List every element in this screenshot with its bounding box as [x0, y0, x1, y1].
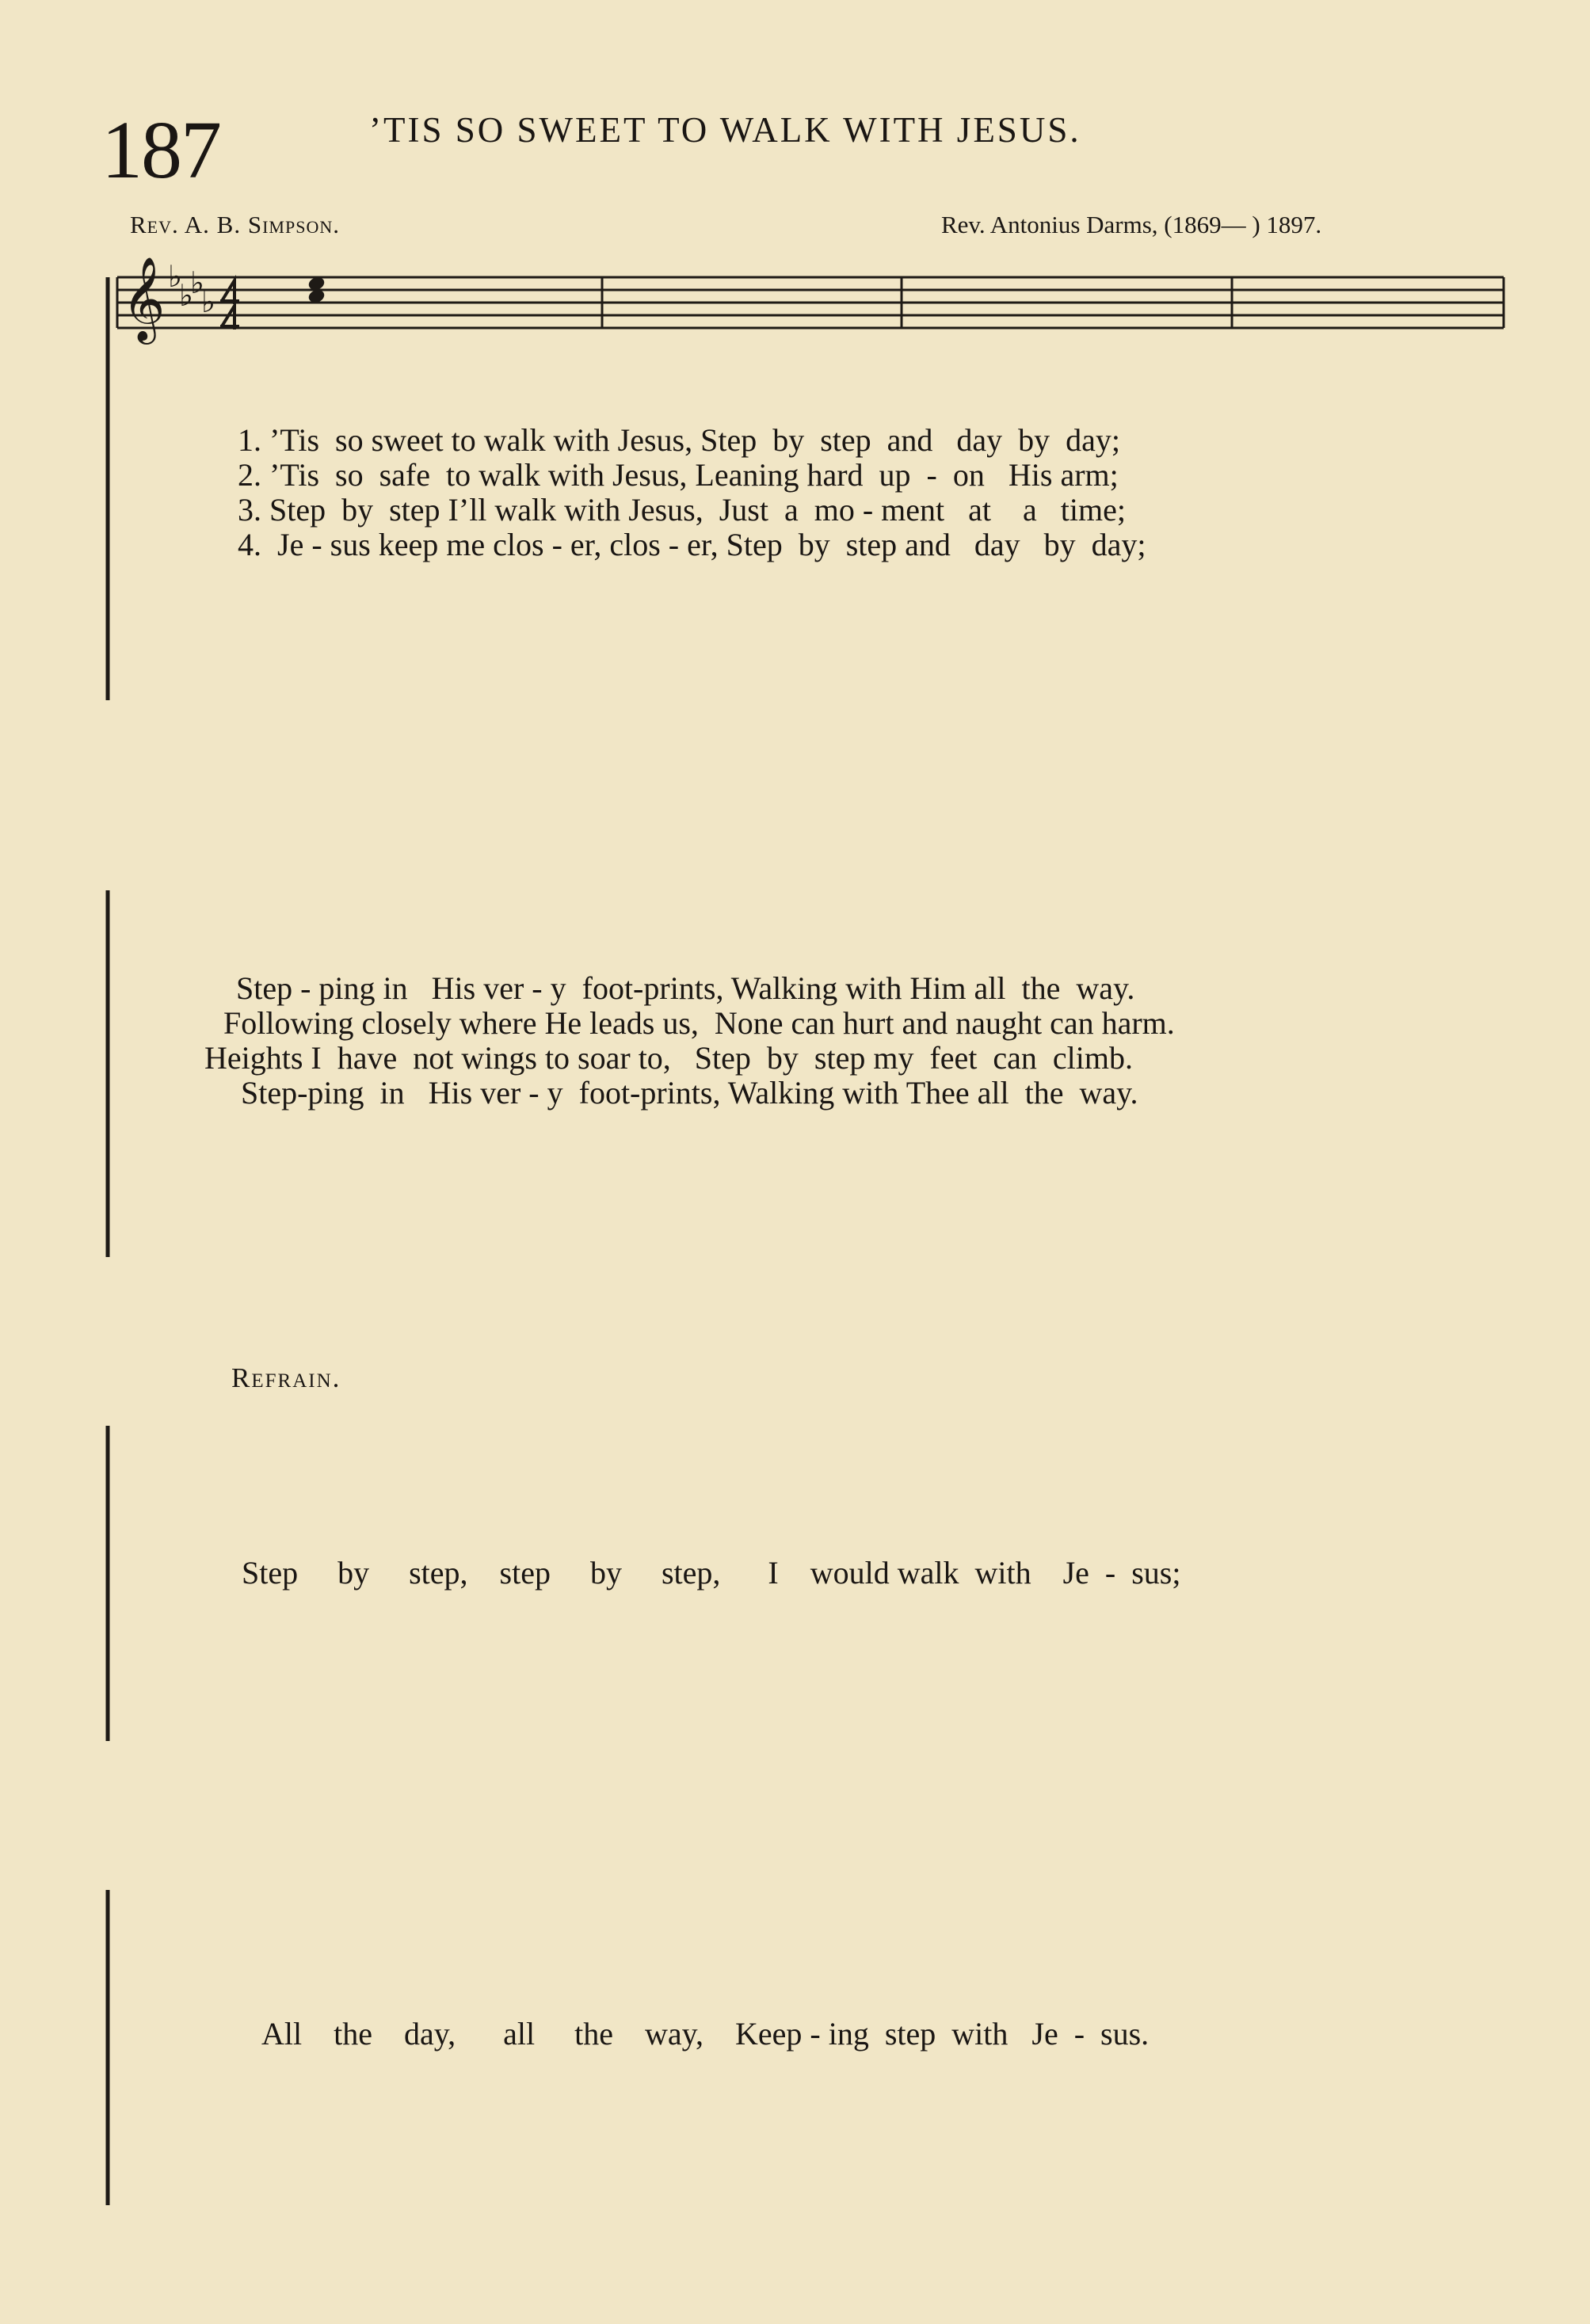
verse-1-line-1: 1. ’Tis so sweet to walk with Jesus, Step by step and day by day; — [238, 422, 1121, 458]
composer-credit: Rev. Antonius Darms, (1869— ) 1897. — [941, 211, 1322, 238]
hymn-title: ’TIS SO SWEET TO WALK WITH JESUS. — [369, 110, 1081, 150]
verse-3-line-1: 3. Step by step I’ll walk with Jesus, Just a mo - ment at a time; — [238, 492, 1126, 528]
verse-1-line-2: Step - ping in His ver - y foot-prints, Walking with Him all the way. — [236, 970, 1135, 1006]
flat-sign-icon: ♭ — [168, 259, 182, 294]
treble-clef-icon: 𝄞 — [122, 256, 166, 341]
flat-sign-icon: ♭ — [190, 265, 204, 300]
staff-1 — [117, 256, 1504, 345]
verse-2-line-2: Following closely where He leads us, None can hurt and naught can harm. — [223, 1005, 1175, 1041]
author-credit: Rev. A. B. Simpson. — [130, 211, 340, 238]
flat-sign-icon: ♭ — [179, 278, 193, 313]
verse-2-line-1: 2. ’Tis so safe to walk with Jesus, Leaning hard up - on His arm; — [238, 457, 1119, 493]
verse-4-line-2: Step-ping in His ver - y foot-prints, Walking with Thee all the way. — [241, 1075, 1138, 1111]
verse-4-line-1: 4. Je - sus keep me clos - er, clos - er, Step by step and day by day; — [238, 527, 1146, 562]
refrain-label: Refrain. — [231, 1362, 341, 1393]
hymn-number: 187 — [101, 105, 220, 196]
flat-sign-icon: ♭ — [201, 284, 215, 319]
refrain-line-1: Step by step, step by step, I would walk with Je - sus; — [242, 1555, 1181, 1591]
time-signature-top — [220, 280, 239, 304]
verse-3-line-2: Heights I have not wings to soar to, Step by step my feet can climb. — [204, 1040, 1134, 1076]
time-signature-bottom — [220, 306, 239, 330]
refrain-line-2: All the day, all the way, Keep - ing step with Je - sus. — [261, 2016, 1150, 2052]
